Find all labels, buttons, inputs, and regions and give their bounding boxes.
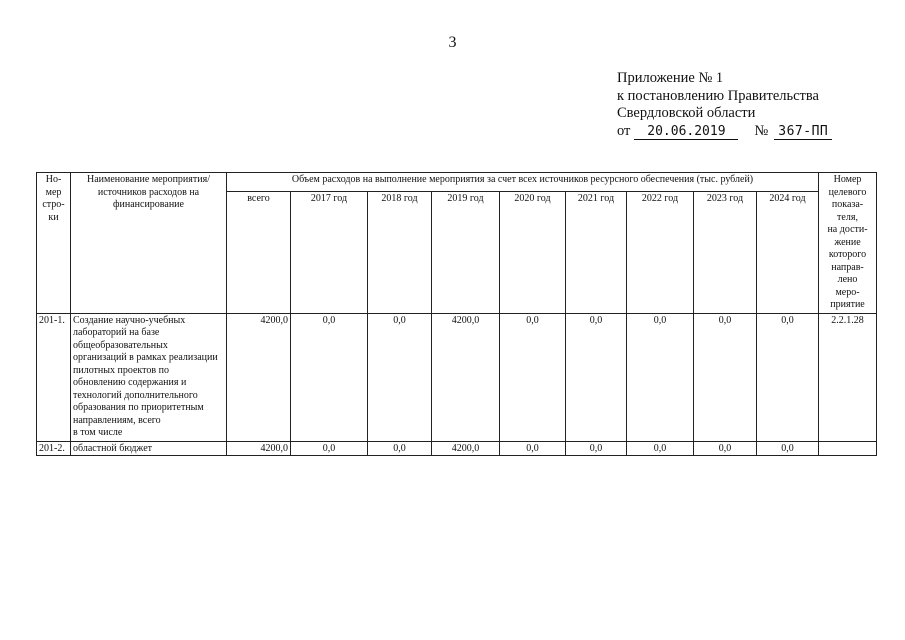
row-name: областной бюджет (71, 441, 227, 455)
header-volume: Объем расходов на выполнение мероприятия за счет всех источников ресурсного обеспечения (тыс. рублей) (227, 173, 819, 192)
value-2024: 0,0 (757, 313, 819, 441)
table-row (37, 441, 877, 455)
number-label: № (754, 122, 769, 139)
header-year-2018: 2018 год (368, 191, 432, 313)
header-year-2017: 2017 год (291, 191, 368, 313)
appendix-line-decree: к постановлению Правительства (617, 87, 819, 104)
target-indicator (819, 441, 877, 455)
value-2017: 0,0 (291, 441, 368, 455)
header-name: Наименование мероприятия/ источников расходов на финансирование (71, 173, 227, 314)
value-2019: 4200,0 (432, 313, 500, 441)
value-2021: 0,0 (566, 313, 627, 441)
value-total: 4200,0 (227, 313, 291, 441)
appendix-title: Приложение № 1 (617, 70, 724, 86)
row-number: 201-1. (37, 313, 71, 441)
value-2024: 0,0 (757, 441, 819, 455)
value-2020: 0,0 (500, 313, 566, 441)
decree-date: 20.06.2019 (634, 125, 738, 140)
header-year-2024: 2024 год (757, 191, 819, 313)
value-2022: 0,0 (627, 313, 694, 441)
row-number: 201-2. (37, 441, 71, 455)
decree-number: 367-ПП (774, 125, 832, 140)
value-2020: 0,0 (500, 441, 566, 455)
value-2019: 4200,0 (432, 441, 500, 455)
expenses-table (36, 172, 877, 456)
header-year-2023: 2023 год (694, 191, 757, 313)
value-2022: 0,0 (627, 441, 694, 455)
value-2021: 0,0 (566, 441, 627, 455)
appendix-line-region: Свердловской области (617, 105, 756, 121)
header-year-2020: 2020 год (500, 191, 566, 313)
page-number: 3 (448, 34, 457, 51)
header-row-1 (37, 173, 877, 192)
header-row-number: Но- мер стро- ки (37, 173, 71, 314)
from-label: от (617, 122, 631, 139)
value-2017: 0,0 (291, 313, 368, 441)
value-2018: 0,0 (368, 313, 432, 441)
header-target: Номер целевого показа- теля, на дости- жение которого направ- лено меро- приятие (819, 173, 877, 314)
header-year-2019: 2019 год (432, 191, 500, 313)
value-2023: 0,0 (694, 313, 757, 441)
header-year-2021: 2021 год (566, 191, 627, 313)
value-2018: 0,0 (368, 441, 432, 455)
row-name: Создание научно-учебных лабораторий на базе общеобразовательных организаций в рамках реализации пилотных проектов по обновлению содержания и технологий дополнительного образования по приоритетным направлениям, всего в том числе (71, 313, 227, 441)
appendix-date-line (617, 123, 832, 141)
target-indicator: 2.2.1.28 (819, 313, 877, 441)
header-year-2022: 2022 год (627, 191, 694, 313)
table-row (37, 313, 877, 441)
appendix-block (617, 70, 832, 140)
header-year-total: всего (227, 191, 291, 313)
value-total: 4200,0 (227, 441, 291, 455)
value-2023: 0,0 (694, 441, 757, 455)
